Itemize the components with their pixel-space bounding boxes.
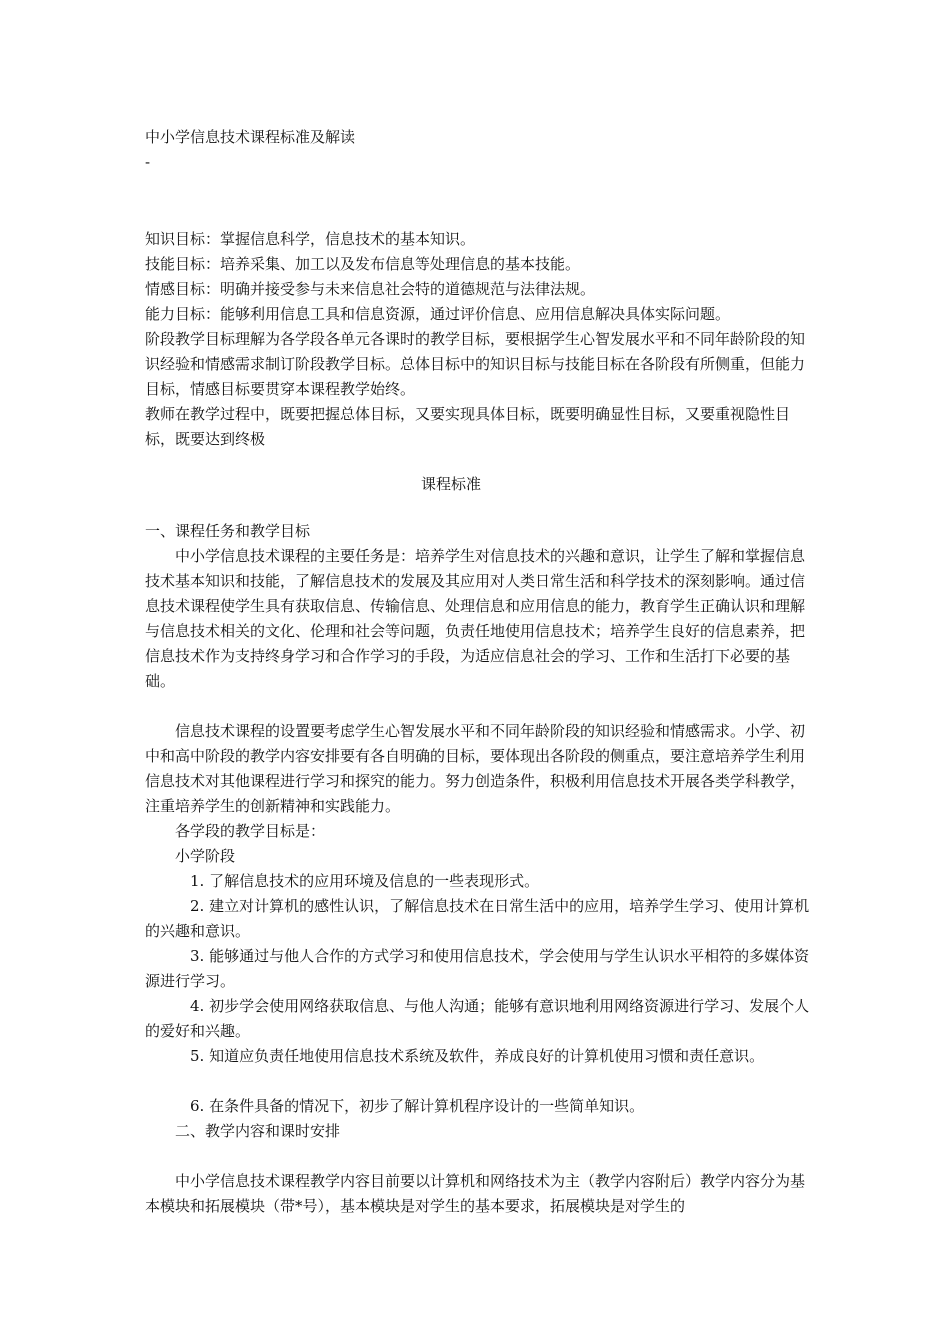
stage-goals-intro: 各学段的教学目标是： [175,822,326,840]
goal-emotion: 情感目标：明确并接受参与未来信息社会特的道德规范与法律法规。 [145,280,596,298]
primary-item-4: 4. 初步学会使用网络获取信息、与他人沟通；能够有意识地利用网络资源进行学习、发展个人的爱好和兴趣。 [145,997,810,1040]
title-dash: - [145,153,151,171]
primary-item-1: 1. 了解信息技术的应用环境及信息的一些表现形式。 [190,872,540,890]
section1-heading: 一、课程任务和教学目标 [145,522,311,540]
center-heading: 课程标准 [420,475,481,493]
section1-para2: 信息技术课程的设置要考虑学生心智发展水平和不同年龄阶段的知识经验和情感需求。小学、初中和高中阶段的教学内容安排要有各自明确的目标，要体现出各阶段的侧重点，要注意培养学生利用信息技术对其他课程进行学习和探究的能力。努力创造条件，积极利用信息技术开展各类学科教学，注重培养学生的创新精神和实践能力。 [145,722,806,815]
primary-item-2: 2. 建立对计算机的感性认识，了解信息技术在日常生活中的应用，培养学生学习、使用计算机的兴趣和意识。 [145,897,810,940]
goal-knowledge: 知识目标：掌握信息科学，信息技术的基本知识。 [145,230,476,248]
document-body [145,125,817,1219]
section1-para1: 中小学信息技术课程的主要任务是：培养学生对信息技术的兴趣和意识，让学生了解和掌握信息技术基本知识和技能，了解信息技术的发展及其应用对人类日常生活和科学技术的深刻影响。通过信息技术课程使学生具有获取信息、传输信息、处理信息和应用信息的能力，教育学生正确认识和理解与信息技术相关的文化、伦理和社会等问题，负责任地使用信息技术；培养学生良好的信息素养，把信息技术作为支持终身学习和合作学习的手段，为适应信息社会的学习、工作和生活打下必要的基础。 [145,547,806,690]
goal-ability: 能力目标：能够利用信息工具和信息资源，通过评价信息、应用信息解决具体实际问题。 [145,305,731,323]
primary-item-5: 5. 知道应负责任地使用信息技术系统及软件，养成良好的计算机使用习惯和责任意识。 [190,1047,765,1065]
goal-skill: 技能目标：培养采集、加工以及发布信息等处理信息的基本技能。 [145,255,581,273]
primary-item-3: 3. 能够通过与他人合作的方式学习和使用信息技术，学会使用与学生认识水平相符的多媒体资源进行学习。 [145,947,810,990]
para-teacher: 教师在教学过程中，既要把握总体目标，又要实现具体目标，既要明确显性目标，又要重视隐性目标，既要达到终极 [145,405,791,448]
section2-para: 中小学信息技术课程教学内容目前要以计算机和网络技术为主（教学内容附后）教学内容分为基本模块和拓展模块（带*号），基本模块是对学生的基本要求，拓展模块是对学生的 [145,1172,806,1215]
document-title: 中小学信息技术课程标准及解读 [145,128,356,146]
primary-stage-label: 小学阶段 [175,847,236,865]
para-stage-goals: 阶段教学目标理解为各学段各单元各课时的教学目标，要根据学生心智发展水平和不同年龄阶段的知识经验和情感需求制订阶段教学目标。总体目标中的知识目标与技能目标在各阶段有所侧重，但能力目标，情感目标要贯穿本课程教学始终。 [145,330,806,398]
section2-heading: 二、教学内容和课时安排 [175,1122,341,1140]
primary-item-6: 6. 在条件具备的情况下，初步了解计算机程序设计的一些简单知识。 [190,1097,645,1115]
